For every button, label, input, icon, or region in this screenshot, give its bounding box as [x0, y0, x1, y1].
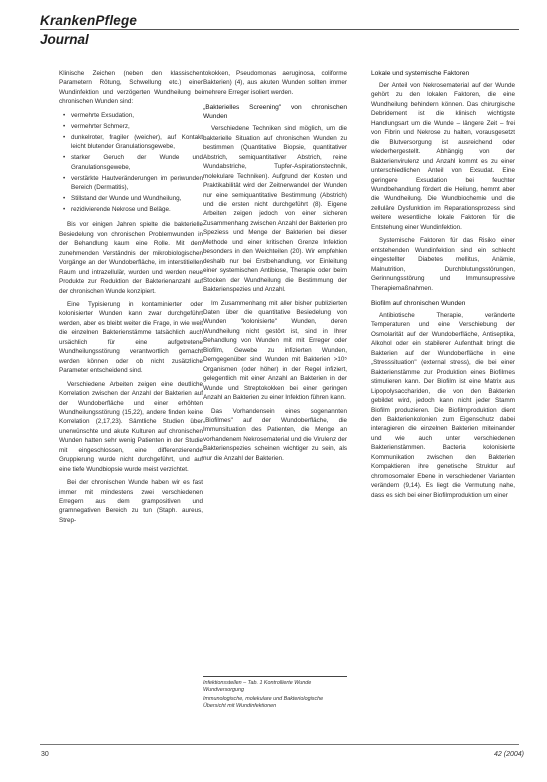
- body-paragraph: Verschiedene Techniken sind möglich, um die bakterielle Situation auf chronischen Wunden zu bestimmen (Quantitative Biopsie, quantitativer Abstrich, semiquantitativer Abstrich, reine Wundabstriche, Tupfer-Aspirationstechnik, molekulare Techniken). Aufgrund der Kosten und Praktikabilität wird der Zeitnerwandel der Wunden nur eine semiquantitative Bestimmung (Abstrich) und die ersten nicht durchgeführt (8). Eigene Arbeiten zeigen jedoch von einer sicheren Zusammenhang zwischen Anzahl der Bakterien pro Speziess und Menge der Bakterien bei dieser Methode und einer kritischen Grenze Infektion besonders in den Weichteilen (20). Wir empfehlen deshalb nur bei Erstbehandlung, vor Einleitung einer systemischen Antibiose, Therapie oder beim Stocken der Wundheilung die Bestimmung der Bakterienspezies und Anzahl.: [203, 125, 347, 294]
- body-paragraph: tokokken, Pseudomonas aeruginosa, coliforme Bakterien) (4), aus akuten Wunden sollten immer mehrere Erreger isoliert werden.: [203, 70, 347, 96]
- page-number: 30: [41, 751, 49, 758]
- list-item: • rezidivierende Nekrose und Beläge.: [71, 205, 203, 214]
- article-column-3: [371, 69, 515, 504]
- journal-header: [40, 14, 520, 28]
- list-item: • vermehrter Schmerz,: [71, 122, 203, 131]
- article-column-1: [59, 69, 203, 529]
- header-rule: [40, 29, 519, 30]
- footnote-line: Übersicht mit Wundinfektionen: [203, 703, 277, 709]
- body-paragraph: Antibiotische Therapie, veränderte Temperaturen und eine Verschiebung der Osmolarität auf der Wundoberfläche, Antiseptika, Alkohol oder ein stabilerer Aufenthalt bringt die Bakterien auf der Wundoberfläche in eine „Stresssituation" (external stress), die bei einer Bakterienstämme zur Produktion eines Biofilmes stimulieren kann. Der Biofilm ist eine Matrix aus Lipopolysacchariden, die von den Bakterien gebildet wird, jedoch kann nicht jeder Stamm Biofilm produzieren. Die Biofilmproduktion dient den Bakterienkolonien zum Eigenschutz dabei interagieren die einzelnen Bakterien miteinander und wie auch unter verschiedenen Bakterienstämmen. Bacteria kolonisierte Kommunikation zwischen den Bakterien Kompaktieren ihre genetische Struktur auf chromosomaler Ebene in verschiedener Varianten verändern (9,14). Es liegt die Vermutung nahe, dass es sich bei einer Biofilmproduktion um einer: [371, 311, 515, 499]
- body-paragraph: Eine Typisierung in kontaminierter oder kolonisierter Wunden kann zwar durchgeführt werden, aber es bleibt weiter die Frage, in wie weit die einzelnen Bakterienstämme tatsächlich auch ursächlich für eine aufgetretene Wundheilungsstörung verantwortlich gemacht werden können oder ob nicht zusätzliche Parameter entscheidend sind.: [59, 300, 203, 375]
- symptom-list: [59, 111, 203, 215]
- table-caption: Infektionsstellen – Tab. 1 Kontrollierte Wunde Wundversorgung: [203, 680, 312, 693]
- list-item: • dunkelroter, fragiler (weicher), auf Kontakt leicht blutender Granulationsgewebe,: [71, 133, 203, 152]
- list-item: • verstärkte Hautveränderungen im periwunden Bereich (Dermatitis),: [71, 174, 203, 193]
- caption-rule: [203, 676, 347, 677]
- section-heading: Biofilm auf chronischen Wunden: [371, 299, 466, 307]
- list-item: • Stillstand der Wunde und Wundheilung,: [71, 194, 203, 203]
- body-paragraph: Bis vor einigen Jahren spielte die bakterielle Besiedelung von chronischen Problemwunden in der Behandlung kaum eine Rolle. Mit dem zunehmenden Verständnis der mikrobiologischen Vorgänge an der Wundoberfläche, im interstitiellen Raum und intrazellulär, wurden und werden neue Produkte zur Reduktion der Bakterienanzahl auf der chronischen Wunde konzipiert.: [59, 221, 203, 295]
- list-item: • starker Geruch der Wunde und Granulationsgewebe,: [71, 153, 203, 172]
- journal-title-line1: KrankenPflege: [40, 13, 138, 28]
- section-heading: „Bakterielles Screening" von chronischen Wunden: [203, 104, 347, 121]
- footnote-line: Immunologische, molekulare und Bakteriologische: [203, 696, 324, 702]
- journal-title-line2: Journal: [40, 32, 89, 47]
- body-paragraph: Das Vorhandensein eines sogenannten „Biofilmes" auf der Wundoberfläche, die Immunsituation des Patienten, die Menge an vorhandenem Nekrosematerial und die Virulenz der Bakterienspezies scheinen wichtiger zu sein, als nur die Anzahl der Bakterien.: [203, 407, 347, 462]
- body-paragraph: Bei der chronischen Wunde haben wir es fast immer mit mindestens zwei verschiedenen Erregern aus dem grampositiven und gramnegativen Bereich zu tun (Staph. aureus, Strep-: [59, 479, 203, 524]
- issue-label: 42 (2004): [494, 751, 524, 758]
- body-paragraph: Der Anteil von Nekrosematerial auf der Wunde gehört zu den lokalen Faktoren, die eine Wundheilung behindern können. Das chirurgische Debridement ist die klinisch wichtigste Handlungsart um die Wunde – längere Zeit – frei von Fibrin und Nekrose zu halten, vorausgesetzt die Blutversorgung ist ausreichend oder wiederhergestellt. Abhängig von der Bakterienvirulenz und Anzahl kommt es zu einer unterschiedlichen Anteil von Exsudat. Eine geringere Exsudation bei feuchter Wundbehandlung fördert die Heilung, hemmt aber die Wundheilung. Die Wundbiochemie und die zelluläre Dysfunktion im Reparationsprozess sind weitere wesentliche lokale Faktoren für die Entstehung einer Wundinfektion.: [371, 82, 515, 231]
- intro-paragraph: Klinische Zeichen (neben den klassischen Parametern Rötung, Schwellung etc.) einer Wundinfektion und verzögerten Wundheilung bei chronischen Wunden sind:: [59, 70, 203, 106]
- body-paragraph: Im Zusammenhang mit aller bisher publizierten Daten über die quantitative Besiedelung von Wunden "kolonisierte" Wunden, deren Wundheilung nicht gestört ist, sind in Ihrer Behandlung von Wunden mit mit Erreger oder Biofilm, Gewebe zu infizierten Wunden, Demgegenüber sind Wunden mit Bakterien >10⁵ Organismen (oder höher) in der Regel infiziert, gelegentlich mit einer Anzahl an Bakterien in der Wunde und Streptokokken bei einer geringen Anzahl an Bakterien zu einer Infektion führen kann.: [203, 299, 347, 402]
- list-item: • vermehrte Exsudation,: [71, 111, 203, 120]
- footer-rule: [40, 744, 519, 745]
- article-column-2: [203, 69, 347, 467]
- body-paragraph: Verschiedene Arbeiten zeigen eine deutliche Korrelation zwischen der Anzahl der Bakterien auf der Wundoberfläche und einer erhöhten Wundheilungsstörung (15,22), andere finden keine Korrelation (2,17,23). Sämtliche Studien über unerwünschte und akute Kulturen auf chronischen Wunden hatten sehr wenig Patienten in der Studie mit eingeschlossen, eine differenzierende Gruppierung wurde nicht durchgeführt, und auf eine tiefe Wundbiopsie wurde meist verzichtet.: [59, 380, 203, 473]
- section-heading: Lokale und systemische Faktoren: [371, 70, 470, 77]
- body-paragraph: Systemische Faktoren für das Risiko einer entstehenden Wundinfektion sind ein schlecht eingestellter Diabetes mellitus, Anämie, Malnutrition, Durchblutungsstörungen, Gerinnungsstörung und Immunsupressive Therapiemaßnahmen.: [371, 237, 515, 292]
